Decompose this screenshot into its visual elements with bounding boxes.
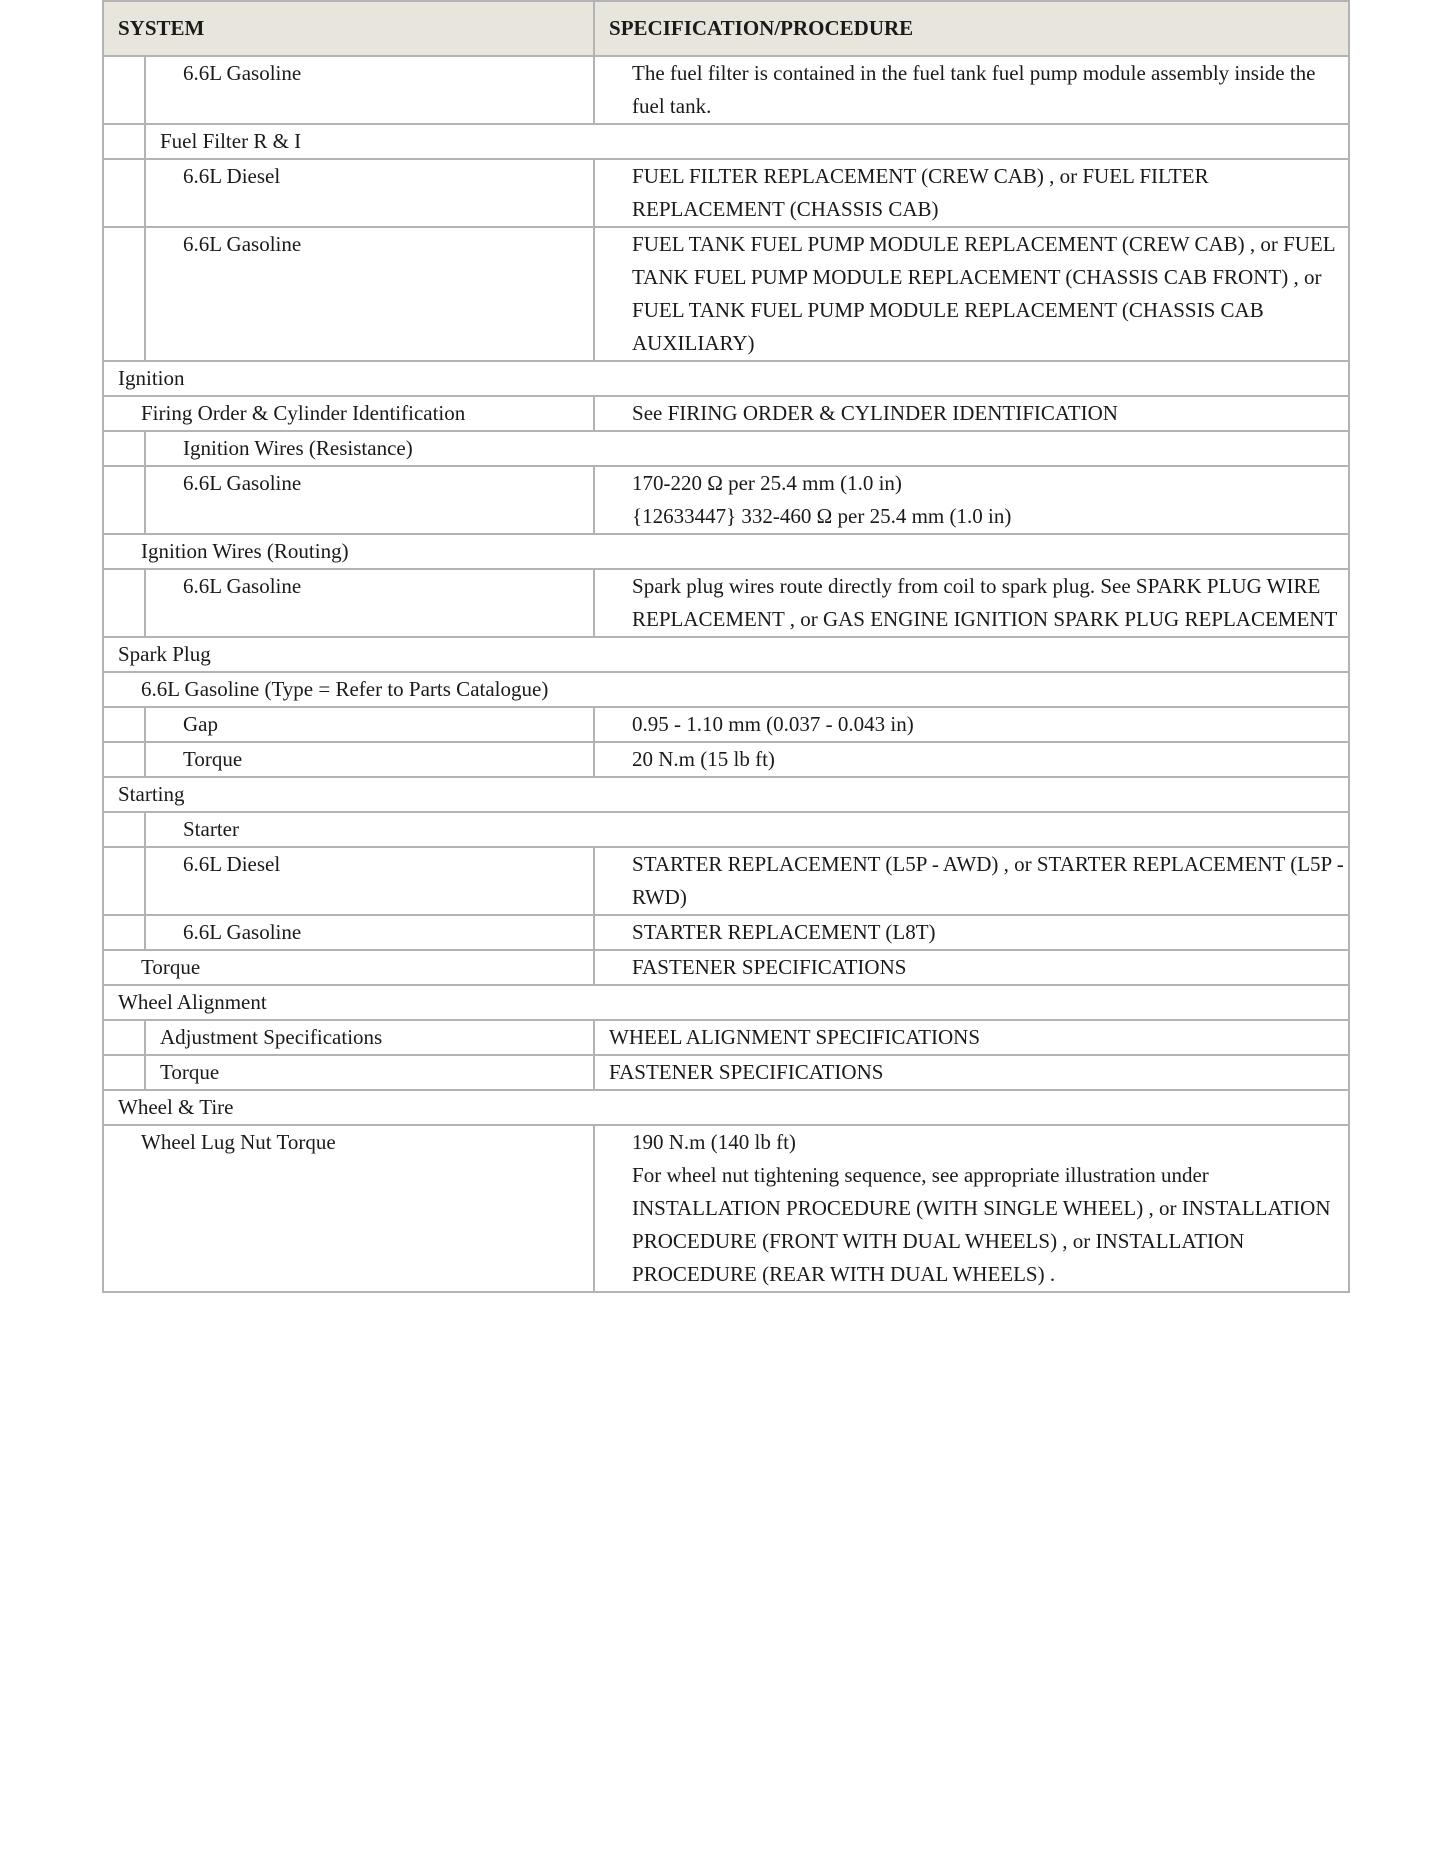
section-heading: Ignition	[103, 361, 1349, 396]
table-row	[103, 361, 1349, 396]
row-label: 6.6L Diesel	[145, 847, 594, 915]
table-row	[103, 985, 1349, 1020]
table-row	[103, 707, 1349, 742]
table-row	[103, 742, 1349, 777]
section-label: 6.6L Gasoline (Type = Refer to Parts Catalogue)	[103, 672, 1349, 707]
row-spec: STARTER REPLACEMENT (L8T)	[594, 915, 1349, 950]
row-spec: FASTENER SPECIFICATIONS	[594, 1055, 1349, 1090]
spec-line: 170-220 Ω per 25.4 mm (1.0 in)	[632, 471, 902, 495]
table-row	[103, 431, 1349, 466]
section-heading: Wheel & Tire	[103, 1090, 1349, 1125]
section-heading: Wheel Alignment	[103, 985, 1349, 1020]
section-label: Fuel Filter R & I	[145, 124, 1349, 159]
row-label: 6.6L Gasoline	[145, 569, 594, 637]
section-label: Starter	[145, 812, 1349, 847]
row-label: Adjustment Specifications	[145, 1020, 594, 1055]
table-row	[103, 1090, 1349, 1125]
row-label: Torque	[145, 742, 594, 777]
row-label: Torque	[103, 950, 594, 985]
table-row	[103, 950, 1349, 985]
row-label: Gap	[145, 707, 594, 742]
section-label: Ignition Wires (Resistance)	[145, 431, 1349, 466]
table-row	[103, 847, 1349, 915]
row-spec: FUEL FILTER REPLACEMENT (CREW CAB) , or FUEL FILTER REPLACEMENT (CHASSIS CAB)	[594, 159, 1349, 227]
row-spec: STARTER REPLACEMENT (L5P - AWD) , or STARTER REPLACEMENT (L5P - RWD)	[594, 847, 1349, 915]
table-row	[103, 1125, 1349, 1292]
table-row	[103, 466, 1349, 534]
spec-line: {12633447} 332-460 Ω per 25.4 mm (1.0 in)	[632, 504, 1012, 528]
row-spec: 0.95 - 1.10 mm (0.037 - 0.043 in)	[594, 707, 1349, 742]
row-label: Torque	[145, 1055, 594, 1090]
row-label: 6.6L Gasoline	[145, 56, 594, 124]
row-spec	[594, 466, 1349, 534]
table-row	[103, 534, 1349, 569]
row-spec: Spark plug wires route directly from coil to spark plug. See SPARK PLUG WIRE REPLACEMENT , or GAS ENGINE IGNITION SPARK PLUG REPLACEMENT	[594, 569, 1349, 637]
row-label: 6.6L Gasoline	[145, 915, 594, 950]
table-row	[103, 1055, 1349, 1090]
row-spec: WHEEL ALIGNMENT SPECIFICATIONS	[594, 1020, 1349, 1055]
row-label: 6.6L Gasoline	[145, 466, 594, 534]
row-spec	[594, 1125, 1349, 1292]
specifications-table	[102, 0, 1350, 1293]
spec-column-header: SPECIFICATION/PROCEDURE	[594, 1, 1349, 56]
row-spec: FUEL TANK FUEL PUMP MODULE REPLACEMENT (CREW CAB) , or FUEL TANK FUEL PUMP MODULE REPLACEMENT (CHASSIS CAB FRONT) , or FUEL TANK FUEL PUMP MODULE REPLACEMENT (CHASSIS CAB AUXILIARY)	[594, 227, 1349, 361]
row-label: Wheel Lug Nut Torque	[103, 1125, 594, 1292]
row-spec: 20 N.m (15 lb ft)	[594, 742, 1349, 777]
row-spec: The fuel filter is contained in the fuel tank fuel pump module assembly inside the fuel tank.	[594, 56, 1349, 124]
table-row	[103, 159, 1349, 227]
row-label: 6.6L Gasoline	[145, 227, 594, 361]
section-heading: Spark Plug	[103, 637, 1349, 672]
table-row	[103, 812, 1349, 847]
section-heading: Starting	[103, 777, 1349, 812]
table-row	[103, 1020, 1349, 1055]
table-row	[103, 56, 1349, 124]
row-label: Firing Order & Cylinder Identification	[103, 396, 594, 431]
table-row	[103, 569, 1349, 637]
table-row	[103, 396, 1349, 431]
table-row	[103, 124, 1349, 159]
table-row	[103, 777, 1349, 812]
table-header-row	[103, 1, 1349, 56]
row-label: 6.6L Diesel	[145, 159, 594, 227]
table-row	[103, 637, 1349, 672]
table-row	[103, 672, 1349, 707]
spec-line: For wheel nut tightening sequence, see appropriate illustration under INSTALLATION PROCEDURE (WITH SINGLE WHEEL) , or INSTALLATION PROCEDURE (FRONT WITH DUAL WHEELS) , or INSTALLATION PROCEDURE (REAR WITH DUAL WHEELS) .	[632, 1163, 1331, 1286]
row-spec: FASTENER SPECIFICATIONS	[594, 950, 1349, 985]
table-row	[103, 227, 1349, 361]
section-label: Ignition Wires (Routing)	[103, 534, 1349, 569]
row-spec: See FIRING ORDER & CYLINDER IDENTIFICATION	[594, 396, 1349, 431]
spec-line: 190 N.m (140 lb ft)	[632, 1130, 796, 1154]
system-column-header: SYSTEM	[103, 1, 594, 56]
table-row	[103, 915, 1349, 950]
